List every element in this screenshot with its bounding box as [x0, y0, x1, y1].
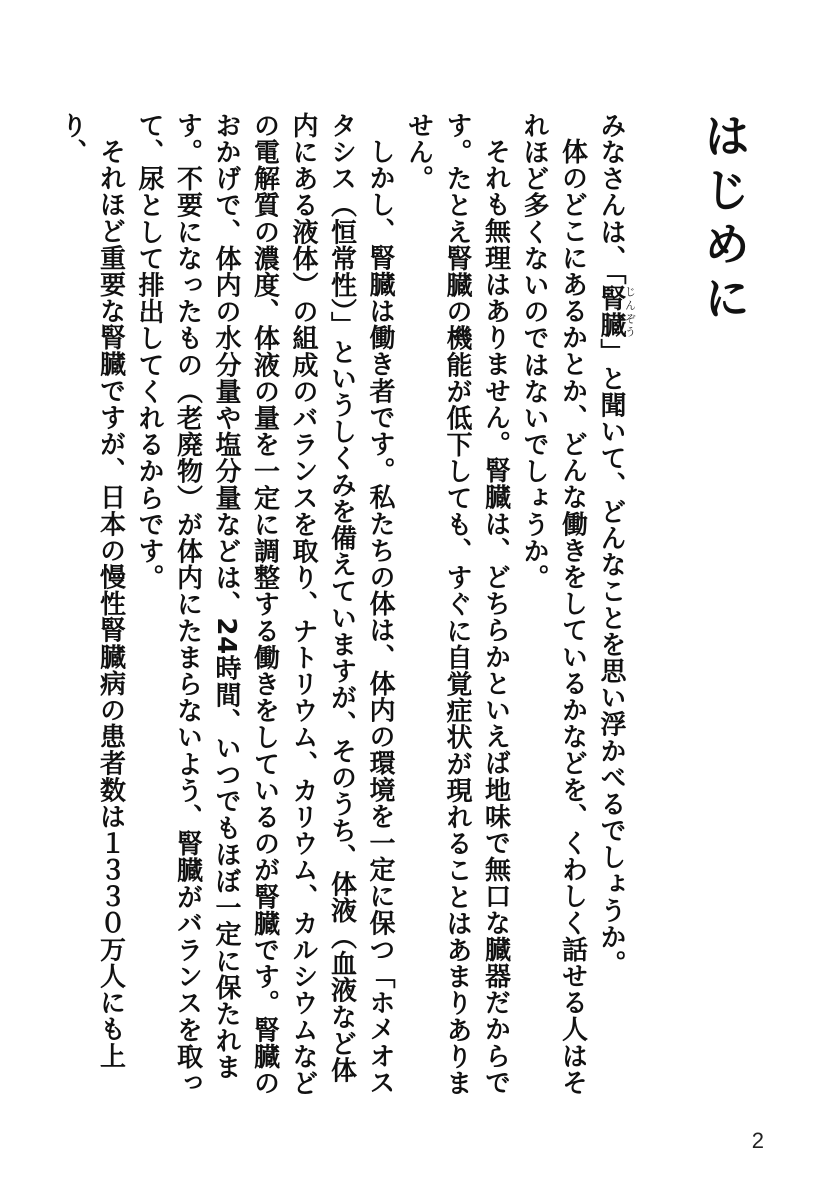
ruby-reading: じんぞう [623, 285, 636, 339]
paragraph-1: みなさんは、「腎臓じんぞう」と聞いて、どんなことを思い浮かべるでしょうか。 [596, 112, 636, 977]
paragraph-3: それも無理はありません。腎臓は、どちらかといえば地味で無口な臓器だからです。たとえ腎臓の機能が低下しても、すぐに自覚症状が現れることはあまりありません。 [403, 112, 511, 1097]
chapter-title: はじめに [697, 112, 752, 328]
body-text [16, 112, 636, 1102]
page-number: 2 [751, 1128, 764, 1153]
paragraph-4: しかし、腎臓は働き者です。私たちの体は、体内の環境を一定に保つ「ホメオスタシス（恒常性）」というしくみを備えていますが、そのうち、体液（血液など体内にある液体）の組成のバランスを取り、ナトリウム、カリウム、カルシウムなどの電解質の濃度、体液の量を一定に調整する働きをしているのが腎臓です。腎臓のおかげで、体内の水分量や塩分量などは、24時間、いつでもほぼ一定に保たれます。不要になったもの（老廃物）が体内にたまらないよう、腎臓がバランスを取って、尿として排出してくれるからです。 [134, 112, 395, 1097]
paragraph-2: 体のどこにあるかとか、どんな働きをしているかなどを、くわしく話せる人はそれほど多くないのではないでしょうか。 [519, 112, 588, 1096]
paragraph-5: それほど重要な腎臓ですが、日本の慢性腎臓病の患者数は１３３０万人にも上り、 [57, 112, 126, 1069]
ruby-annotation: 腎臓じんぞう [596, 285, 636, 339]
